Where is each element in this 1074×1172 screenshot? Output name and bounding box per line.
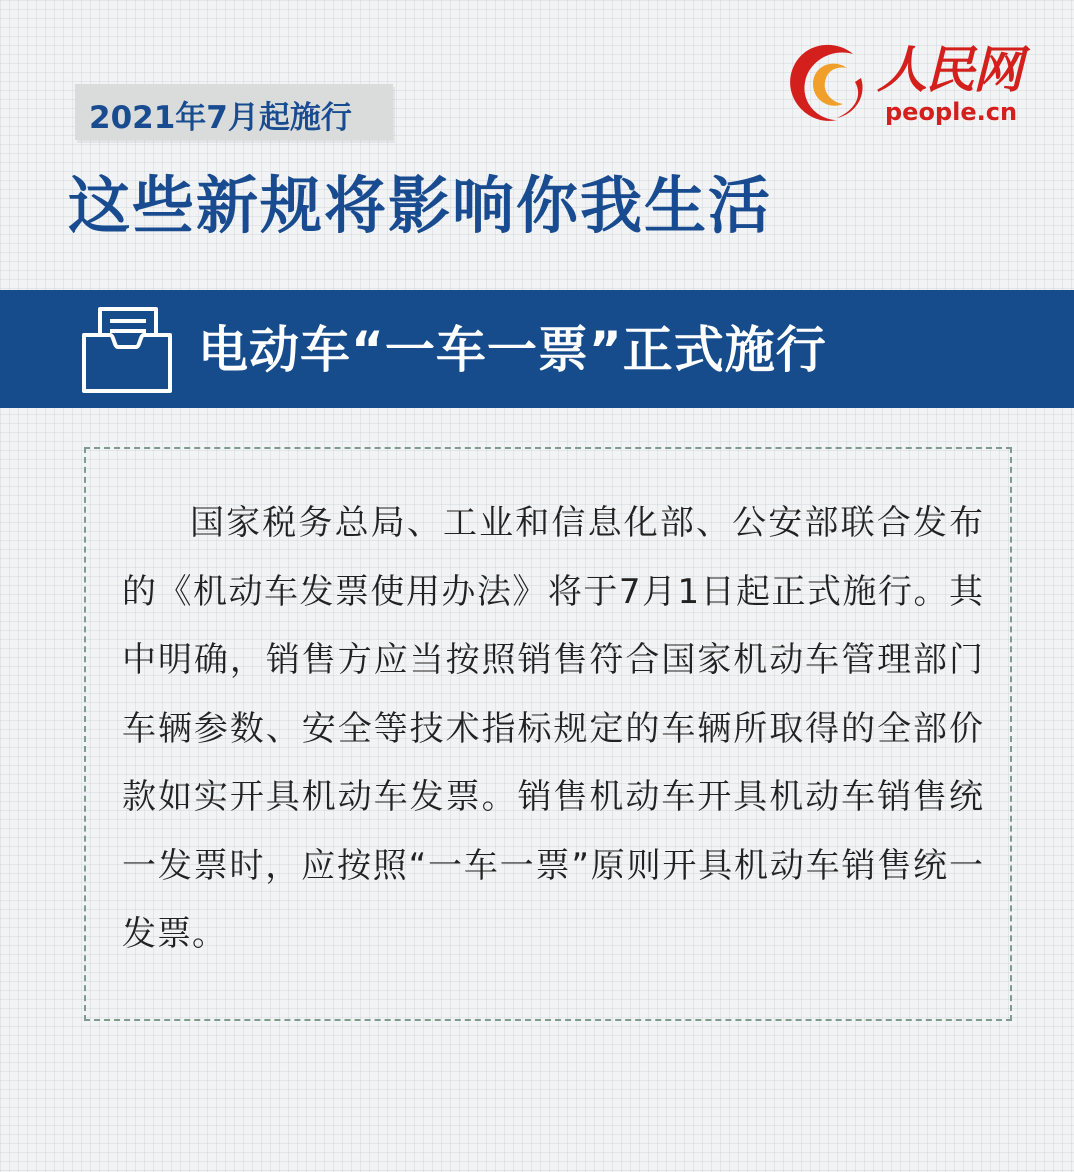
people-daily-swirl-logo-icon [785,38,875,130]
logo-name: 人民网 [877,40,1021,99]
content-paragraph: 国家税务总局、工业和信息化部、公安部联合发布的《机动车发票使用办法》将于7月1日起正式施行。其中明确，销售方应当按照销售符合国家机动车管理部门车辆参数、安全等技术指标规定的车辆所取得的全部价款如实开具机动车发票。销售机动车开具机动车销售统一发票时，应按照“一车一票”原则开具机动车销售统一发票。 [122,503,984,954]
section-banner [0,290,1074,408]
people-cn-logo [785,32,1025,136]
content-box [84,447,1012,1021]
page-title: 这些新规将影响你我生活 [68,169,773,242]
document-folder-icon [80,305,174,395]
section-title: 电动车“一车一票”正式施行 [198,321,827,379]
date-tag [75,84,393,140]
logo-domain: people.cn [885,98,1018,126]
date-tag-label: 2021年7月起施行 [89,100,352,136]
